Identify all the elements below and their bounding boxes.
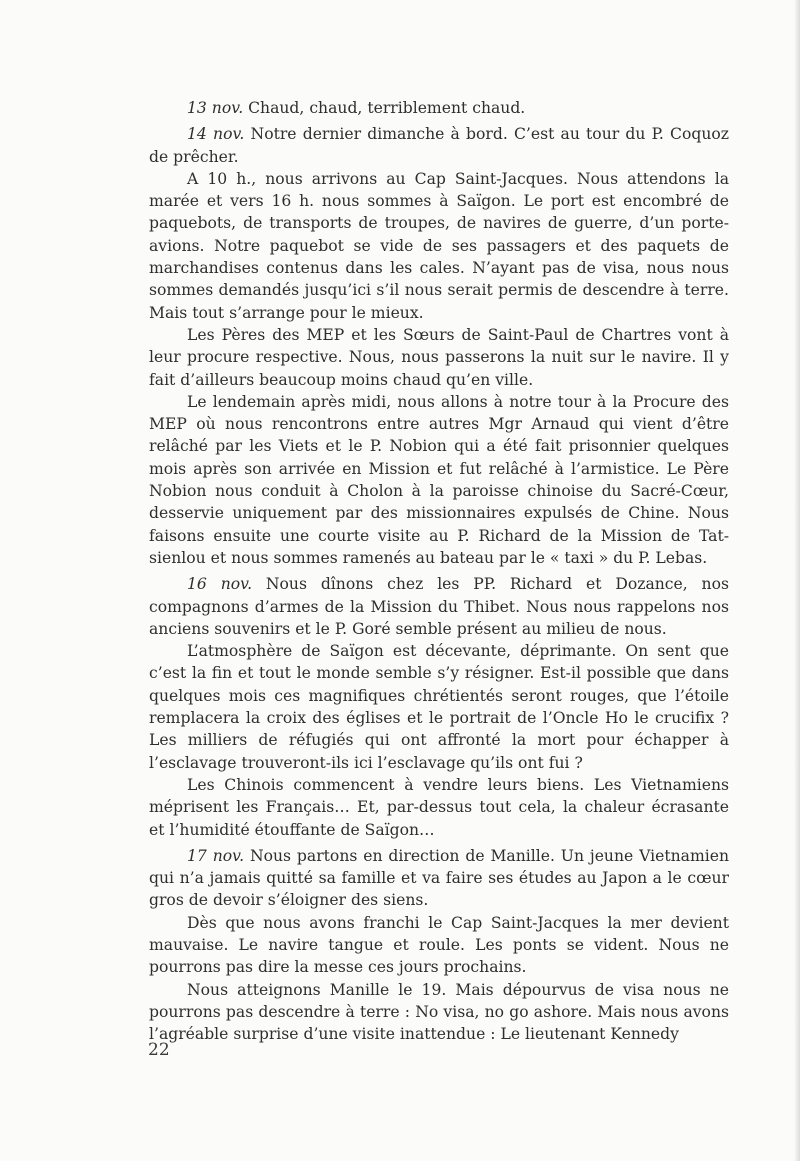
date-label: 13 nov. <box>187 99 244 117</box>
paragraph-13-nov <box>149 97 729 119</box>
paragraph-14-nov <box>149 123 729 168</box>
body-text <box>149 97 729 1045</box>
paragraph-text: Les Pères des MEP et les Sœurs de Saint-Paul de Chartres vont à leur procure respective. Nous, nous passerons la nuit sur le navire. Il y fait d’ailleurs beaucoup moins chaud qu’en ville. <box>149 325 729 389</box>
paragraph-text: Notre dernier dimanche à bord. C’est au tour du P. Coquoz de prêcher. <box>149 125 729 166</box>
paragraph-chinois <box>149 774 729 841</box>
paragraph-text: Nous dînons chez les PP. Richard et Dozance, nos compagnons d’armes de la Mission du Thibet. Nous nous rappelons nos anciens souvenirs et le P. Goré semble présent au milieu de nous. <box>149 575 729 638</box>
paragraph-cap-saint-jacques <box>149 912 729 979</box>
paragraph-procure <box>149 324 729 391</box>
paragraph-17-nov <box>149 845 729 912</box>
paragraph-atmosphere <box>149 640 729 774</box>
date-label: 17 nov. <box>187 846 245 865</box>
date-label: 16 nov. <box>187 575 253 594</box>
paragraph-manille <box>149 979 729 1046</box>
paragraph-text: Dès que nous avons franchi le Cap Saint-Jacques la mer devient mauvaise. Le navire tangue et roule. Les ponts se vident. Nous ne pourrons pas dire la messe ces jours prochains. <box>149 913 729 977</box>
paragraph-lendemain <box>149 391 729 569</box>
page-edge-shadow <box>794 0 800 1161</box>
paragraph-16-nov <box>149 573 729 640</box>
paragraph-text: L’atmosphère de Saïgon est décevante, déprimante. On sent que c’est la fin et tout le monde semble s’y résigner. Est-il possible que dans quelques mois ces magnifiques chrétientés seront rouges, que l’étoile remplacera la croix des églises et le portrait de l’Oncle Ho le crucifix ? Les milliers de réfugiés qui ont affronté la mort pour échapper à l’esclavage trouveront-ils ici l’esclavage qu’ils ont fui ? <box>149 642 729 772</box>
paragraph-text: Le lendemain après midi, nous allons à notre tour à la Procure des MEP où nous rencontrons entre autres Mgr Arnaud qui vient d’être relâché par les Viets et le P. Nobion qui a été fait prisonnier quelques mois après son arrivée en Mission et fut relâché à l’armistice. Le Père Nobion nous conduit à Cholon à la paroisse chinoise du Sacré-Cœur, desservie uniquement par des missionnaires expulsés de Chine. Nous faisons ensuite une courte visite au P. Richard de la Mission de Tat-sienlou et nous sommes ramenés au bateau par le « taxi » du P. Lebas. <box>149 392 729 567</box>
paragraph-text: A 10 h., nous arrivons au Cap Saint-Jacques. Nous attendons la marée et vers 16 h. nous sommes à Saïgon. Le port est encombré de paquebots, de transports de troupes, de navires de guerre, d’un porte-avions. Notre paquebot se vide de ses passagers et des paquets de marchandises contenus dans les cales. N’ayant pas de visa, nous nous sommes demandés jusqu’ici s’il nous serait permis de descendre à terre. Mais tout s’arrange pour le mieux. <box>149 169 729 322</box>
page-number: 22 <box>148 1040 170 1060</box>
paragraph-text: Nous atteignons Manille le 19. Mais dépourvus de visa nous ne pourrons pas descendre à terre : No visa, no go ashore. Mais nous avons l’agréable surprise d’une visite inattendue : Le lieutenant Kennedy <box>149 980 729 1044</box>
date-label: 14 nov. <box>187 125 245 144</box>
paragraph-text: Les Chinois commencent à vendre leurs biens. Les Vietnamiens méprisent les Français… Et, par-dessus tout cela, la chaleur écrasante et l’humidité étouffante de Saïgon… <box>149 775 729 839</box>
paragraph-arrival-saigon <box>149 168 729 324</box>
paragraph-text: Chaud, chaud, terriblement chaud. <box>243 99 526 117</box>
paragraph-text: Nous partons en direction de Manille. Un jeune Vietnamien qui n’a jamais quitté sa famille et va faire ses études au Japon a le cœur gros de devoir s’éloigner des siens. <box>149 846 729 910</box>
